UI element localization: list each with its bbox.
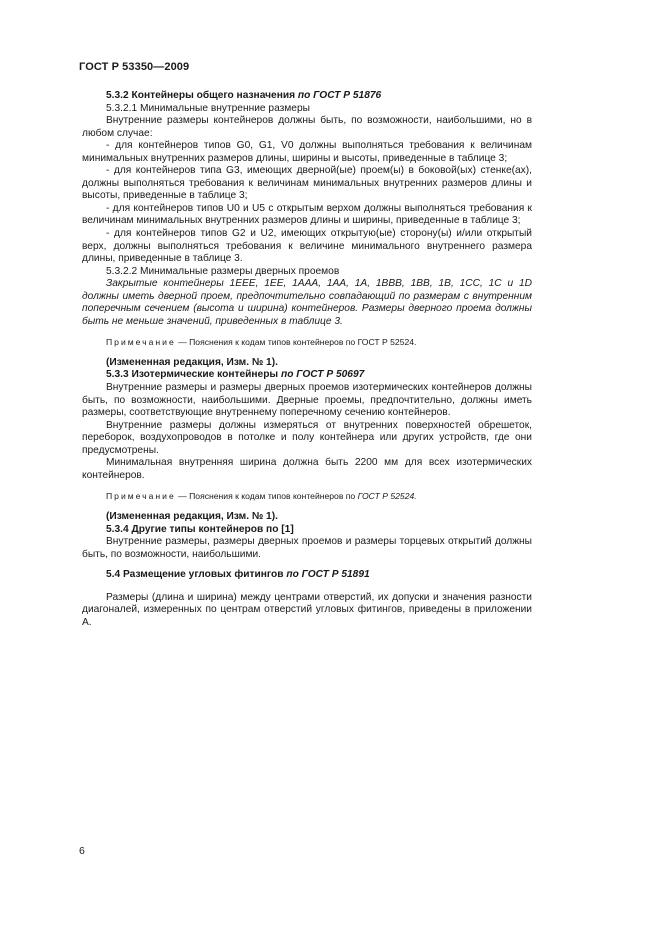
- subsection-5-3-2-1-heading: 5.3.2.1 Минимальные внутренние размеры: [106, 102, 310, 114]
- subsection-5-3-2-2-heading: 5.3.2.2 Минимальные размеры дверных проемов: [106, 265, 340, 277]
- page-number: 6: [79, 845, 85, 857]
- section-number: 5.3.2: [106, 90, 129, 101]
- section-number: 5.4: [106, 569, 121, 581]
- paragraph: Внутренние размеры должны измеряться от внутренних поверхностей обрешеток, переборок, воздухопроводов в потолке и полу контейнера или других устройств, где они предусмотрены.: [82, 419, 532, 456]
- paragraph-intro: Внутренние размеры контейнеров должны быть, по возможности, наибольшими, но в любом случае:: [82, 115, 532, 139]
- section-number: 5.3.3: [106, 369, 129, 381]
- note-label: Примечание: [106, 337, 176, 348]
- document-body: [82, 90, 532, 629]
- section-5-3-2-heading: [82, 90, 532, 103]
- paragraph: Минимальная внутренняя ширина должна быть 2200 мм для всех изотермических контейнеров.: [82, 457, 532, 481]
- paragraph: Внутренние размеры, размеры дверных проемов и размеры торцевых открытий должны быть, по возможности, наибольшими.: [82, 536, 532, 560]
- note: [82, 490, 532, 503]
- amendment-note: (Измененная редакция, Изм. № 1).: [106, 510, 278, 522]
- list-item: - для контейнеров типов U0 и U5 с открытым верхом должны выполняться требования к величинам минимальных внутренних размеров длины и ширины, приведенные в таблице 3;: [82, 202, 532, 227]
- document-code: ГОСТ Р 53350—2009: [79, 61, 190, 73]
- amendment-note: (Измененная редакция, Изм. № 1).: [106, 356, 278, 368]
- note-text: — Пояснения к кодам типов контейнеров по ГОСТ Р 52524.: [175, 337, 417, 348]
- section-5-3-4-heading: 5.3.4 Другие типы контейнеров по [1]: [106, 523, 294, 535]
- section-5-4-heading: [82, 569, 532, 582]
- note-text: — Пояснения к кодам типов контейнеров по: [175, 491, 358, 502]
- section-title: Изотермические контейнеры: [131, 369, 279, 381]
- paragraph: Внутренние размеры и размеры дверных проемов изотермических контейнеров должны быть, по возможности, наибольшими. Дверные проемы, предпочтительно, должны иметь размеры, соответствующие внутреннему поперечному сечению контейнеров.: [82, 382, 532, 419]
- note-label: Примечание: [106, 491, 176, 502]
- note: [82, 336, 532, 349]
- standard-reference: по ГОСТ Р 50697: [280, 369, 365, 381]
- standard-reference: по ГОСТ Р 51891: [286, 569, 370, 581]
- paragraph-doors: Закрытые контейнеры 1EEE, 1EE, 1AAA, 1AA, 1A, 1BBB, 1BB, 1B, 1CC, 1C и 1D должны иметь дверной проем, предпочтительно совпадающий по размерам с внутренним поперечным сечением (высота и ширина) контейнеров. Размеры дверного проема должны быть не меньше значений, приведенных в таблице 3.: [82, 278, 532, 327]
- section-title: Контейнеры общего назначения: [131, 90, 296, 101]
- standard-reference: по ГОСТ Р 51876: [297, 90, 382, 101]
- list-item: - для контейнеров типа G3, имеющих дверной(ые) проем(ы) в боковой(ых) стенке(ах), должны выполняться требования к величинам минимальных внутренних размеров длины и высоты, приведенные в таблице 3;: [82, 165, 532, 202]
- standard-reference: ГОСТ Р 52524.: [357, 491, 417, 502]
- section-title: Размещение угловых фитингов: [123, 569, 284, 581]
- list-item: - для контейнеров типов G2 и U2, имеющих открытую(ые) сторону(ы) и/или открытый верх, должны выполняться требования к величине минимального внутреннего размера длины, приведенные в таблице 3.: [82, 228, 532, 265]
- list-item: - для контейнеров типов G0, G1, V0 должны выполняться требования к величинам минимальных внутренних размеров длины, ширины и высоты, приведенные в таблице 3;: [82, 140, 532, 164]
- paragraph: Размеры (длина и ширина) между центрами отверстий, их допуски и значения разности диагоналей, измеренных по центрам отверстий угловых фитингов, приведены в приложении А.: [82, 591, 532, 628]
- section-5-3-3-heading: [82, 369, 532, 382]
